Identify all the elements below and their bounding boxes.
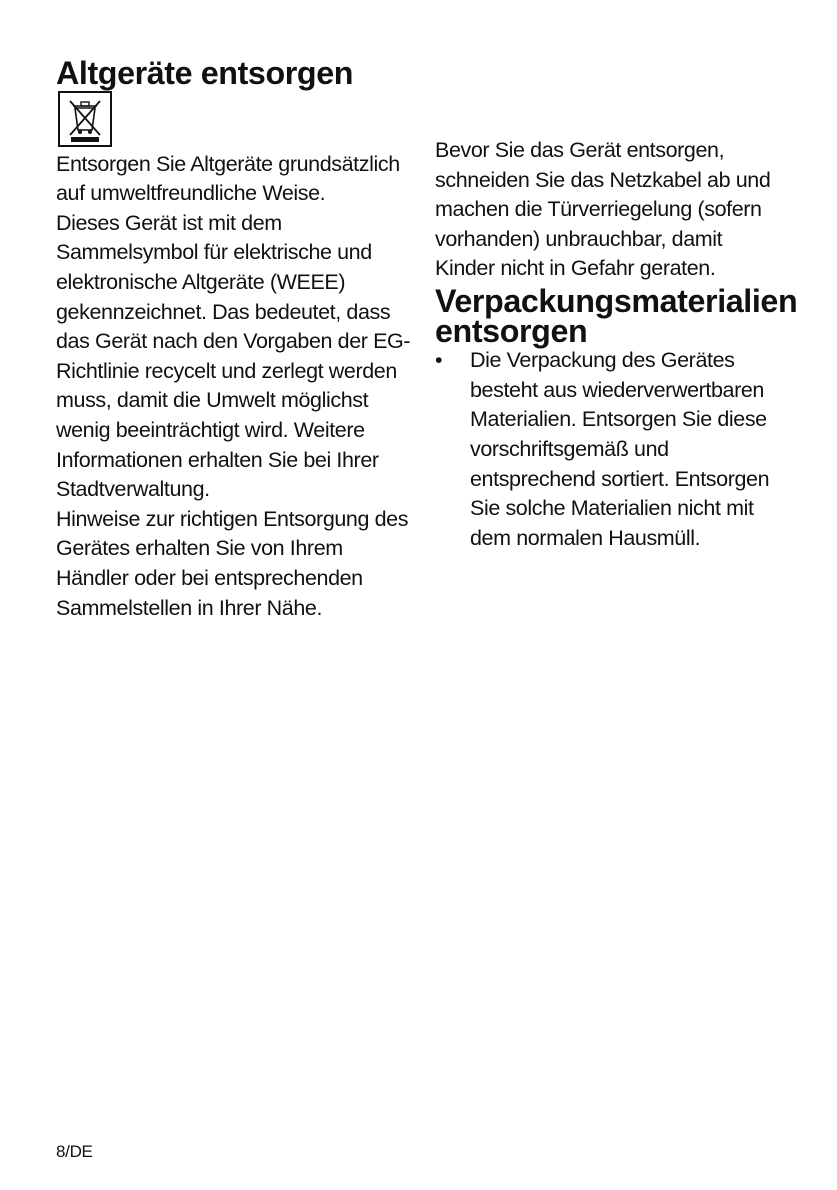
list-item bbox=[435, 346, 785, 553]
page-number: 8/DE bbox=[56, 1142, 93, 1161]
bullet-icon: • bbox=[435, 348, 443, 373]
disposal-heading: Altgeräte entsorgen bbox=[56, 55, 354, 91]
disposal-paragraph-3: Hinweise zur richtigen Entsorgung des Gerätes erhalten Sie von Ihrem Händler oder bei entsprechenden Sammelstellen in Ihrer Nähe. bbox=[56, 506, 409, 620]
packaging-bullet-list bbox=[435, 346, 785, 553]
packaging-heading: Verpackungsmaterialien entsorgen bbox=[435, 282, 798, 349]
left-column bbox=[56, 55, 412, 623]
disposal-paragraph-2: Dieses Gerät ist mit dem Sammelsymbol für elektrische und elektronische Altgeräte (WEEE) gekennzeichnet. Das bedeutet, dass das Gerät nach den Vorgaben der EG-Richtlinie recycelt und zerlegt werden muss, damit die Umwelt möglichst wenig beeinträchtigt wird. Weitere Informationen erhalten Sie bei Ihrer Stadtverwaltung. bbox=[56, 210, 411, 502]
disposal-paragraph-4: Bevor Sie das Gerät entsorgen, schneiden Sie das Netzkabel ab und machen die Türverriegelung (sofern vorhanden) unbrauchbar, damit Kinder nicht in Gefahr geraten. bbox=[435, 138, 771, 281]
column-continuation-spacer bbox=[435, 59, 785, 136]
right-column bbox=[435, 59, 798, 553]
weee-crossed-bin-icon bbox=[58, 91, 112, 147]
disposal-paragraph-1: Entsorgen Sie Altgeräte grundsätzlich auf umweltfreundliche Weise. bbox=[56, 151, 400, 206]
packaging-bullet-text: Die Verpackung des Gerätes besteht aus wiederverwertbaren Materialien. Entsorgen Sie diese vorschriftsgemäß und entsprechend sortiert. Entsorgen Sie solche Materialien nicht mit dem normalen Hausmüll. bbox=[470, 348, 770, 550]
